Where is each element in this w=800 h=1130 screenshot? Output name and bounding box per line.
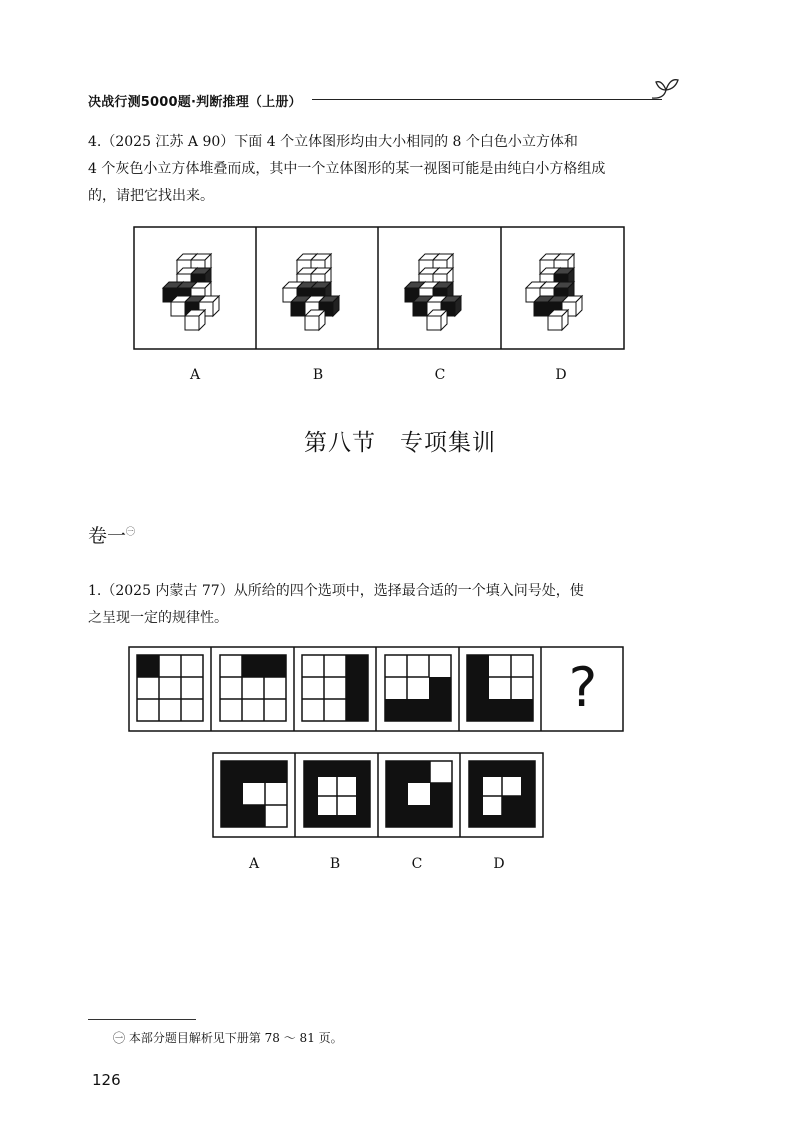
q4-option-label-d: D [555,367,567,383]
question-4-line-3: 的，请把它找出来。 [88,188,214,204]
question-4-text [88,129,688,210]
q4-option-label-c: C [434,367,446,383]
question-4-figure [133,226,625,350]
page-number: 126 [92,1071,121,1089]
question-1-options [212,752,544,838]
question-1-line-2: 之呈现一定的规律性。 [88,610,228,626]
question-4-line-1: 4.（2025 江苏 A 90）下面 4 个立体图形均由大小相同的 8 个白色小立方体和 [88,134,578,150]
volume-note-mark: ㊀ [126,527,136,538]
q1-option-a [221,761,287,827]
question-1-text [88,578,688,632]
running-header: 决战行测5000题·判断推理（上册） [88,95,302,110]
question-mark: ? [568,656,598,719]
sprout-icon [650,74,684,102]
question-1-line-1: 1.（2025 内蒙古 77）从所给的四个选项中，选择最合适的一个填入问号处，使 [88,583,584,599]
q1-option-c [386,761,452,827]
q1-option-label-a: A [248,856,260,872]
q1-option-b [304,761,370,827]
q1-option-label-c: C [411,856,423,872]
q1-option-d [469,761,535,827]
section-title: 第八节 专项集训 [304,430,496,456]
q1-option-label-b: B [329,856,341,872]
volume-title [88,521,135,548]
q4-option-label-a: A [189,367,201,383]
footnote-mark: ㊀ [113,1031,126,1045]
q1-option-label-d: D [493,856,505,872]
volume-title-text: 卷一 [88,525,127,547]
footnote-rule [88,1019,196,1020]
footnote-text: 本部分题目解析见下册第 78 ～ 81 页。 [128,1031,343,1045]
header-rule [312,99,662,100]
question-4-line-2: 4 个灰色小立方体堆叠而成，其中一个立体图形的某一视图可能是由纯白小方格组成 [88,161,606,177]
footnote [113,1029,343,1046]
q4-option-label-b: B [312,367,324,383]
